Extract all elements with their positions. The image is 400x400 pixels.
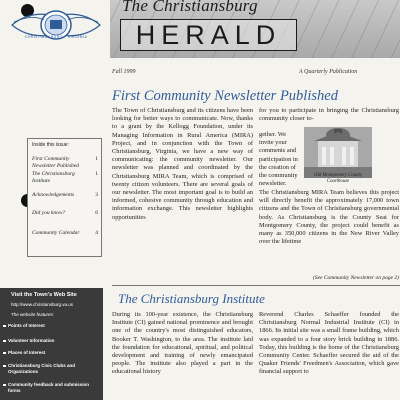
section-divider [112, 285, 400, 286]
article-body-column: Reverend Charles Schaeffer founded the Christiansburg Normal Industrial Institute (CI) in 1866. Its initial site was a small frame building, which was expanded to a four story brick building in 1886. Today, this building is the home of the Christiansburg Community Center. Schaeffer secured the aid of the Quaker Friends' Freedmen's Association, which gave financial support to [259, 311, 399, 376]
masthead [0, 0, 400, 64]
website-feature-item: Volunteer Information [8, 338, 100, 344]
website-feature-item: Places of Interest [8, 350, 100, 356]
toc-item[interactable]: First Community Newsletter Published 1 [32, 156, 98, 169]
article-body-column: gether. We invite your comments and participation in the creation of the community newsletter. [259, 131, 298, 188]
town-seal [10, 2, 102, 48]
article-headline-institute: The Christiansburg Institute [118, 291, 265, 306]
toc-heading: Inside this issue: [32, 142, 69, 148]
article-body-column: The Town of Christiansburg and its citizens have been looking for better ways to communicate. Now, thanks to a grant by the Kellogg Foundation, under its Managing Information in Rural America (MIRA) Project, and in conjunction with the Town of Christiansburg, Virginia, we have a new way of communicating: the community newsletter. Our newsletter was planned and coordinated by the Christiansburg MIRA Team, which is comprised of twenty citizen volunteers. There are several goals of our newsletter. The most important goal is to build an informed, cohesive community through education and information exchange. This newsletter highlights opportunities [112, 107, 253, 221]
title-top: The Christiansburg [122, 0, 258, 15]
website-promo-box [0, 288, 103, 400]
article-headline-newsletter: First Community Newsletter Published [112, 88, 338, 104]
toc-item[interactable]: Acknowledgements 3 [32, 192, 98, 198]
inside-this-issue-box [27, 138, 102, 257]
issue-date: Fall 1999 [112, 69, 136, 75]
article-body-column: The Christiansburg MIRA Team believes this project will directly benefit the approximately 17,000 town citizens and the Town of Christiansburg governmental body. As Christiansburg is the County Seat for Montgomery County, the project could benefit as many as 350,000 citizens in the New River Valley over the lifetime [259, 189, 399, 246]
courthouse-image-icon [304, 127, 372, 178]
newsletter-title: HERALD [120, 19, 297, 51]
seal-emblem-icon [10, 2, 102, 48]
issue-type: A Quarterly Publication [299, 69, 358, 75]
photo-caption: Old Montgomery County Courthouse [314, 173, 362, 184]
toc-item[interactable]: Did you know? 6 [32, 210, 98, 216]
toc-item[interactable]: The Christiansburg Institute 1 [32, 171, 98, 184]
toc-item[interactable]: Community Calendar 4 [32, 230, 98, 236]
website-feature-item: Christiansburg Civic Clubs and Organizations [8, 363, 100, 374]
article-body-column: During its 100-year existence, the Christiansburg Institute (CI) gained national prominence and brought one of the country's most distinguished educators, Booker T. Washington, to the area. The institute laid the foundation for educational, spiritual, and political development and training of newly emancipated people. The institute also played a part in the educational history [112, 311, 253, 376]
article-body-column: for you to participate in bringing the Christiansburg community closer to- [259, 107, 399, 123]
courthouse-photo [304, 127, 372, 178]
website-feature-item: Community feedback and submission forms [8, 382, 100, 393]
website-promo-title: Visit the Town's Web Site [11, 292, 77, 298]
continued-on-page-note: (See Community Newsletter on page 2) [313, 275, 399, 281]
website-features-label: The website features: [11, 312, 55, 317]
website-url-link[interactable]: http://www.christiansburg.va.us [11, 302, 74, 307]
seal-text: CHRISTIANSBURG · VIRGINIA [24, 35, 88, 39]
website-feature-item: Points of Interest [8, 323, 100, 329]
title-band [110, 0, 400, 58]
